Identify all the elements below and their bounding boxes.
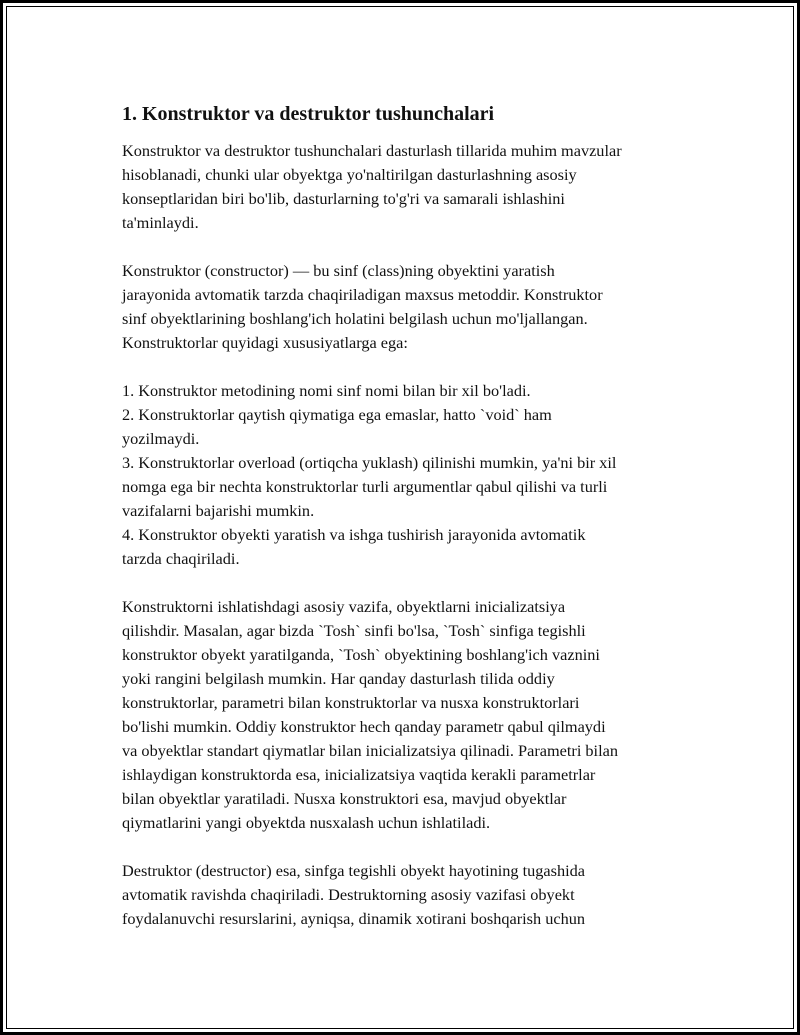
page-inner-border <box>6 6 794 1029</box>
paragraph-gap <box>122 355 712 379</box>
paragraph-gap <box>122 571 712 595</box>
paragraph-intro: Konstruktor va destruktor tushunchalari dasturlash tillarida muhim mavzular hisoblanadi, chunki ular obyektga yo'naltirilgan dasturlashning asosiy konseptlaridan biri bo'lib, dasturlarning to'g'ri va samarali ishlashini ta'minlaydi. <box>122 141 622 232</box>
paragraph-constructor-definition: Konstruktor (constructor) — bu sinf (class)ning obyektini yaratish jarayonida avtomatik tarzda chaqiriladigan maxsus metoddir. Konstruktor sinf obyektlarining boshlang'ich holatini belgilash uchun mo'ljallangan. Konstruktorlar quyidagi xususiyatlarga ega: <box>122 261 603 352</box>
section-title: 1. Konstruktor va destruktor tushunchalari <box>122 103 495 125</box>
paragraph-destructor-definition: Destruktor (destructor) esa, sinfga tegishli obyekt hayotining tugashida avtomatik ravishda chaqiriladi. Destruktorning asosiy vazifasi obyekt foydalanuvchi resurslarini, ayniqsa, dinamik xotirani boshqarish uchun <box>122 861 586 928</box>
paragraph-constructor-properties-list: 1. Konstruktor metodining nomi sinf nomi bilan bir xil bo'ladi. 2. Konstruktorlar qaytish qiymatiga ega emaslar, hatto `void` ham yozilmaydi. 3. Konstruktorlar overload (ortiqcha yuklash) qilinishi mumkin, ya'ni bir xil nomga ega bir nechta konstruktorlar turli argumentlar qabul qilishi va turli vazifalarni bajarishi mumkin. 4. Konstruktor obyekti yaratish va ishga tushirish jarayonida avtomatik tarzda chaqiriladi. <box>122 381 617 568</box>
paragraph-gap <box>122 235 712 259</box>
document-body <box>122 101 712 931</box>
paragraph-constructor-usage: Konstruktorni ishlatishdagi asosiy vazifa, obyektlarni inicializatsiya qilishdir. Masalan, agar bizda `Tosh` sinfi bo'lsa, `Tosh` sinfiga tegishli konstruktor obyekt yaratilganda, `Tosh` obyektining boshlang'ich vaznini yoki rangini belgilash mumkin. Har qanday dasturlash tilida oddiy konstruktorlar, parametri bilan konstruktorlar va nusxa konstruktorlari bo'lishi mumkin. Oddiy konstruktor hech qanday parametr qabul qilmaydi va obyektlar standart qiymatlar bilan inicializatsiya qilinadi. Parametri bilan ishlaydigan konstruktorda esa, inicializatsiya vaqtida kerakli parametrlar bilan obyektlar yaratiladi. Nusxa konstruktori esa, mavjud obyektlar qiymatlarini yangi obyektda nusxalash uchun ishlatiladi. <box>122 597 618 832</box>
paragraph-gap <box>122 835 712 859</box>
